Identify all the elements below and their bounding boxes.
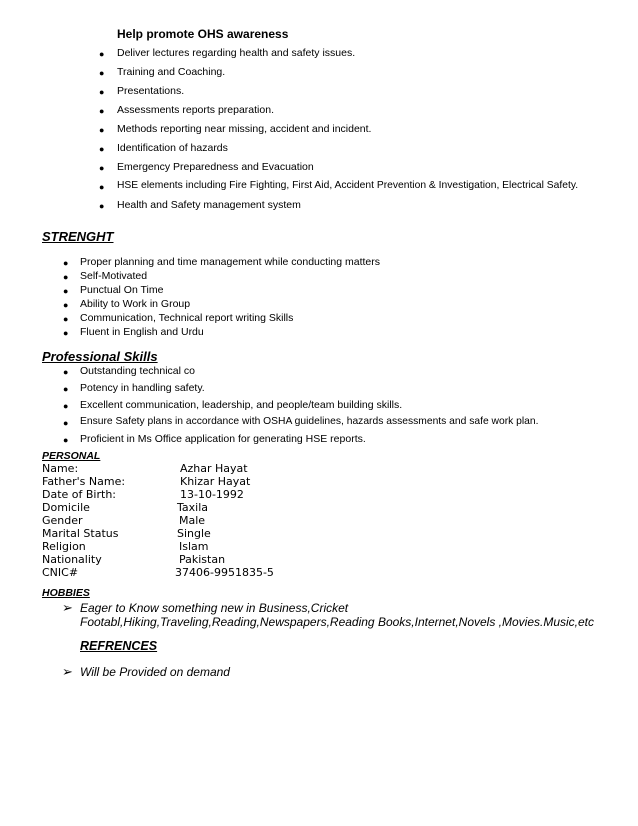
hobbies-line-2: Footabl,Hiking,Traveling,Reading,Newspapers,Reading Books,Internet,Novels ,Movies.Music,etc: [80, 615, 595, 629]
arrow-bullet-icon: ➢: [62, 664, 73, 679]
bullet-icon: ●: [99, 125, 105, 135]
list-item: Outstanding technical co: [80, 365, 195, 377]
list-item: HSE elements including Fire Fighting, First Aid, Accident Prevention & Investigation, Electrical Safety.: [117, 180, 579, 191]
field-value: Khizar Hayat: [180, 475, 251, 488]
field-label: Marital Status: [42, 527, 119, 540]
field-value: Azhar Hayat: [180, 462, 248, 475]
field-label: Name:: [42, 462, 79, 475]
list-item: Ability to Work in Group: [80, 298, 191, 310]
field-value: Male: [179, 514, 206, 527]
arrow-bullet-icon: ➢: [62, 600, 73, 615]
bullet-icon: ●: [63, 286, 69, 296]
bullet-icon: ●: [99, 87, 105, 97]
list-item: Emergency Preparedness and Evacuation: [117, 161, 314, 173]
strength-heading: STRENGHT: [42, 229, 114, 244]
bullet-icon: ●: [63, 384, 69, 394]
field-value: 13-10-1992: [180, 488, 244, 501]
bullet-icon: ●: [99, 144, 105, 154]
list-item: Potency in handling safety.: [80, 382, 205, 394]
bullet-icon: ●: [99, 106, 105, 116]
bullet-icon: ●: [63, 272, 69, 282]
field-label: Gender: [42, 514, 83, 527]
bullet-icon: ●: [63, 435, 69, 445]
field-value: Taxila: [177, 501, 209, 514]
list-item: Health and Safety management system: [117, 199, 301, 211]
professional-heading: Professional Skills: [42, 349, 158, 364]
ohs-heading: Help promote OHS awareness: [117, 27, 289, 41]
list-item: Fluent in English and Urdu: [80, 326, 204, 338]
list-item: Proper planning and time management while conducting matters: [80, 256, 381, 268]
list-item: Deliver lectures regarding health and safety issues.: [117, 47, 356, 59]
hobbies-heading: HOBBIES: [42, 587, 90, 599]
field-label: Date of Birth:: [42, 488, 117, 501]
bullet-icon: ●: [63, 314, 69, 324]
bullet-icon: ●: [99, 49, 105, 59]
bullet-icon: ●: [99, 201, 105, 211]
references-heading: REFRENCES: [80, 639, 158, 653]
list-item: Identification of hazards: [117, 142, 228, 154]
hobbies-line-1: Eager to Know something new in Business,Cricket: [80, 601, 349, 615]
bullet-icon: ●: [63, 328, 69, 338]
personal-heading: PERSONAL: [42, 450, 101, 462]
bullet-icon: ●: [63, 418, 69, 428]
bullet-icon: ●: [99, 182, 105, 192]
bullet-icon: ●: [63, 401, 69, 411]
list-item: Punctual On Time: [80, 284, 164, 296]
list-item: Excellent communication, leadership, and people/team building skills.: [80, 399, 403, 411]
bullet-icon: ●: [63, 300, 69, 310]
field-value: Pakistan: [179, 553, 226, 566]
list-item: Self-Motivated: [80, 270, 148, 282]
field-label: Nationality: [42, 553, 102, 566]
field-label: Domicile: [42, 501, 90, 514]
bullet-icon: ●: [63, 258, 69, 268]
list-item: Proficient in Ms Office application for generating HSE reports.: [80, 433, 366, 445]
list-item: Communication, Technical report writing Skills: [80, 312, 294, 324]
list-item: Presentations.: [117, 85, 185, 97]
bullet-icon: ●: [99, 68, 105, 78]
references-text: Will be Provided on demand: [80, 665, 230, 679]
list-item: Assessments reports preparation.: [117, 104, 274, 116]
list-item: Training and Coaching.: [117, 66, 226, 78]
field-value: Islam: [179, 540, 209, 553]
field-label: Father's Name:: [42, 475, 126, 488]
field-value: Single: [177, 527, 211, 540]
field-value: 37406-9951835-5: [175, 566, 274, 579]
field-label: Religion: [42, 540, 86, 553]
field-label: CNIC#: [42, 566, 79, 579]
bullet-icon: ●: [63, 367, 69, 377]
list-item: Ensure Safety plans in accordance with OSHA guidelines, hazards assessments and safe work plan.: [80, 416, 539, 427]
list-item: Methods reporting near missing, accident and incident.: [117, 123, 372, 135]
bullet-icon: ●: [99, 163, 105, 173]
